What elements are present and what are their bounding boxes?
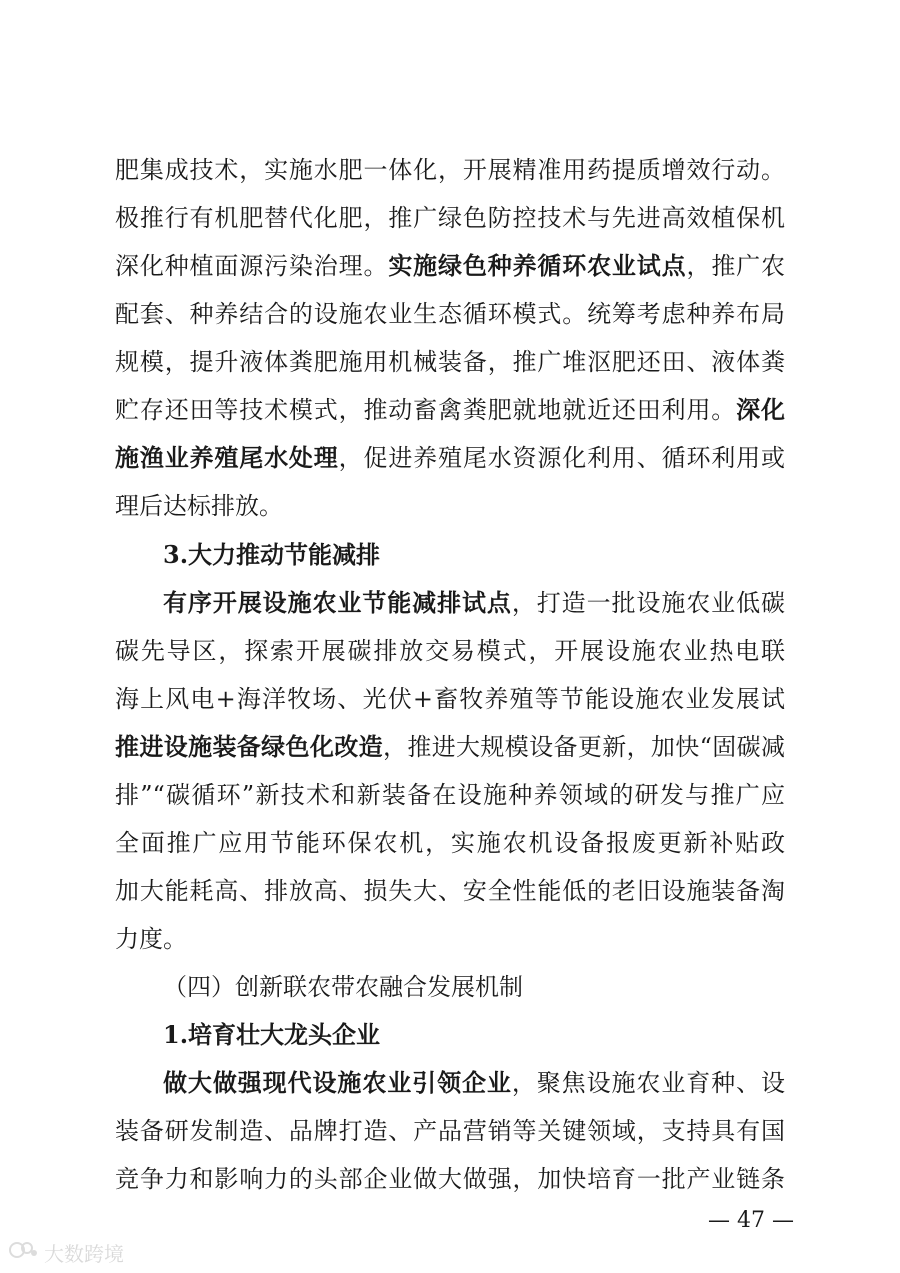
- text-segment: 配套、种养结合的设施农业生态循环模式。统筹考虑种养布局: [115, 300, 785, 328]
- text-segment: ，推广农: [686, 252, 785, 280]
- text-segment: 力度。: [115, 925, 187, 953]
- text-line: [115, 289, 785, 339]
- text-segment: ，聚焦设施农业育种、设: [511, 1069, 785, 1097]
- text-segment: 海上风电+海洋牧场、光伏+畜牧养殖等节能设施农业发展试: [115, 685, 785, 713]
- text-segment: ，促进养殖尾水资源化利用、循环利用或: [338, 444, 785, 472]
- text-segment: ，推进大规模设备更新，加快“固碳减: [382, 733, 785, 761]
- heading-text: 1.培育壮大龙头企业: [163, 1020, 381, 1049]
- text-line: [115, 1106, 785, 1156]
- text-segment: 竞争力和影响力的头部企业做大做强，加快培育一批产业链条: [115, 1165, 785, 1193]
- text-line: [115, 241, 785, 291]
- text-segment: 贮存还田等技术模式，推动畜禽粪肥就地就近还田利用。: [115, 396, 737, 424]
- bold-text-segment: 施渔业养殖尾水处理: [115, 443, 339, 472]
- text-segment: 规模，提升液体粪肥施用机械装备，推广堆沤肥还田、液体粪: [115, 348, 785, 376]
- text-line: [115, 818, 785, 868]
- text-segment: 全面推广应用节能环保农机，实施农机设备报废更新补贴政: [115, 829, 785, 857]
- section-heading: [163, 1010, 380, 1060]
- text-line: [115, 1154, 785, 1204]
- text-line: [115, 674, 785, 724]
- text-line: [115, 433, 785, 483]
- text-line: [115, 866, 785, 916]
- text-line: [115, 722, 785, 772]
- heading-text: （四）创新联农带农融合发展机制: [163, 973, 523, 1001]
- text-segment: 排”“碳循环”新技术和新装备在设施种养领域的研发与推广应: [115, 781, 785, 809]
- bold-text-segment: 做大做强现代设施农业引领企业: [163, 1068, 512, 1097]
- bold-text-segment: 推进设施装备绿色化改造: [115, 732, 383, 761]
- watermark: [8, 1238, 124, 1266]
- text-line: [115, 626, 785, 676]
- text-line: [115, 145, 785, 195]
- text-segment: 加大能耗高、排放高、损失大、安全性能低的老旧设施装备淘: [115, 877, 785, 905]
- text-segment: 极推行有机肥替代化肥，推广绿色防控技术与先进高效植保机: [115, 204, 785, 232]
- text-segment: 碳先导区，探索开展碳排放交易模式，开展设施农业热电联: [115, 637, 785, 665]
- text-line: [163, 1058, 785, 1108]
- text-line: [115, 914, 187, 964]
- bold-text-segment: 实施绿色种养循环农业试点: [388, 251, 687, 280]
- text-segment: 装备研发制造、品牌打造、产品营销等关键领域，支持具有国: [115, 1117, 785, 1145]
- watermark-text: 大数跨境: [44, 1241, 124, 1266]
- watermark-logo-icon: [8, 1238, 38, 1266]
- text-line: [115, 337, 785, 387]
- text-line: [115, 481, 283, 531]
- text-segment: ，打造一批设施农业低碳: [511, 589, 785, 617]
- bold-text-segment: 深化: [736, 395, 785, 424]
- subsection-heading: [163, 962, 523, 1012]
- text-segment: 肥集成技术，实施水肥一体化，开展精准用药提质增效行动。: [115, 156, 785, 184]
- text-segment: 深化种植面源污染治理。: [115, 252, 389, 280]
- heading-text: 3.大力推动节能减排: [163, 540, 381, 569]
- text-line: [115, 770, 785, 820]
- text-line: [115, 385, 785, 435]
- section-heading: [163, 530, 380, 580]
- text-line: [115, 193, 785, 243]
- text-segment: 理后达标排放。: [115, 492, 283, 520]
- text-line: [163, 578, 785, 628]
- bold-text-segment: 有序开展设施农业节能减排试点: [163, 588, 512, 617]
- page-number: — 47 —: [708, 1208, 794, 1233]
